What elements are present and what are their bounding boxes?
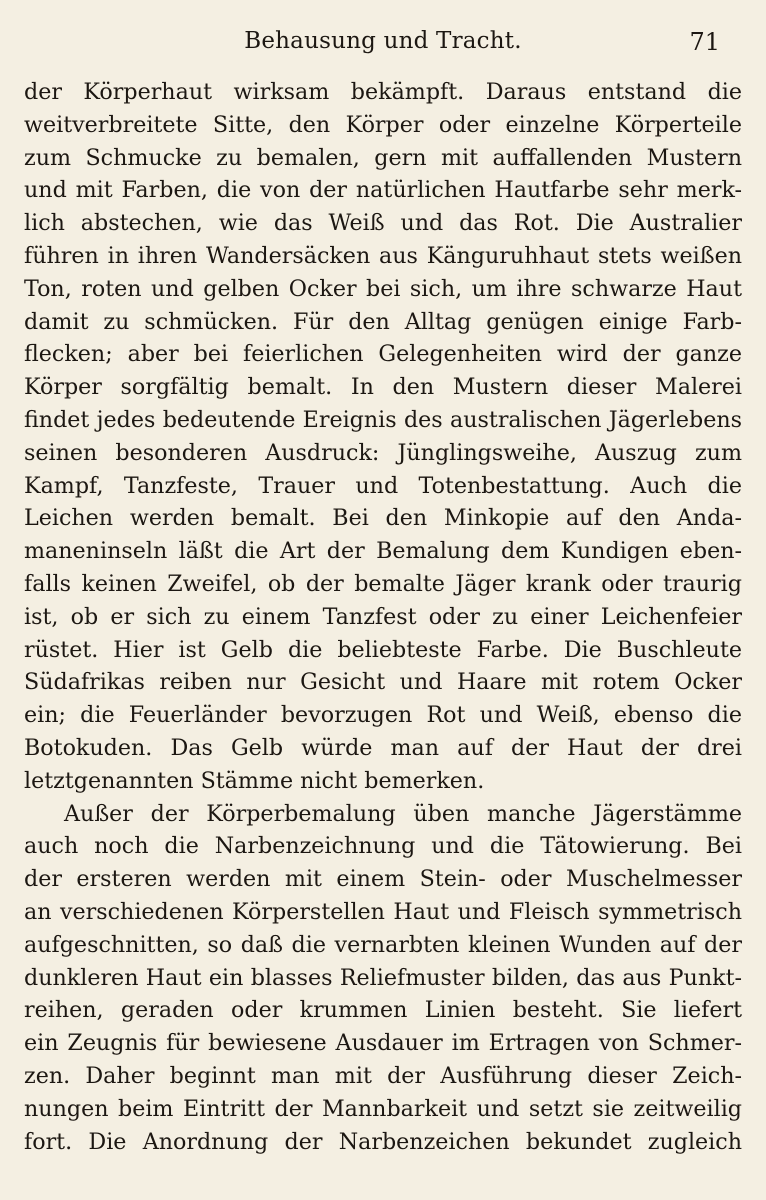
text-line: Leichen werden bemalt. Bei den Minkopie auf den Anda- <box>24 505 742 532</box>
text-line: auch noch die Narbenzeichnung und die Tätowierung. Bei <box>24 833 742 860</box>
text-line: fort. Die Anordnung der Narbenzeichen bekundet zugleich <box>24 1128 742 1155</box>
text-line: lich abstechen, wie das Weiß und das Rot. Die Australier <box>24 210 742 237</box>
text-line: weitverbreitete Sitte, den Körper oder einzelne Körperteile <box>24 111 742 138</box>
paragraph-end-line: letztgenannten Stämme nicht bemerken. <box>24 767 485 794</box>
text-line: flecken; aber bei feierlichen Gelegenheiten wird der ganze <box>24 341 742 368</box>
text-line: zum Schmucke zu bemalen, gern mit auffallenden Mustern <box>24 144 742 171</box>
text-line: falls keinen Zweifel, ob der bemalte Jäger krank oder traurig <box>24 570 742 597</box>
text-line: aufgeschnitten, so daß die vernarbten kleinen Wunden auf der <box>24 931 742 958</box>
text-line: dunkleren Haut ein blasses Reliefmuster bilden, das aus Punkt- <box>24 964 742 991</box>
text-line: ein; die Feuerländer bevorzugen Rot und Weiß, ebenso die <box>24 702 742 729</box>
text-line: Kampf, Tanzfeste, Trauer und Totenbestattung. Auch die <box>24 472 742 499</box>
text-line: an verschiedenen Körperstellen Haut und Fleisch symmetrisch <box>24 898 742 925</box>
text-line: damit zu schmücken. Für den Alltag genügen einige Farb- <box>24 308 742 335</box>
text-line: findet jedes bedeutende Ereignis des australischen Jägerlebens <box>24 406 742 433</box>
text-line: Botokuden. Das Gelb würde man auf der Haut der drei <box>24 734 742 761</box>
page-header <box>24 24 742 68</box>
text-line: reihen, geraden oder krummen Linien besteht. Sie liefert <box>24 997 742 1024</box>
text-line: führen in ihren Wandersäcken aus Känguruhhaut stets weißen <box>24 242 742 269</box>
text-line: rüstet. Hier ist Gelb die beliebteste Farbe. Die Buschleute <box>24 636 742 663</box>
text-line: seinen besonderen Ausdruck: Jünglingsweihe, Auszug zum <box>24 439 742 466</box>
text-line: der Körperhaut wirksam bekämpft. Daraus entstand die <box>24 79 742 105</box>
paragraph-start-line: Außer der Körperbemalung üben manche Jägerstämme <box>64 800 742 827</box>
text-line: Körper sorgfältig bemalt. In den Mustern dieser Malerei <box>24 374 742 401</box>
text-line: Ton, roten und gelben Ocker bei sich, um ihre schwarze Haut <box>24 275 742 302</box>
text-line: und mit Farben, die von der natürlichen Hautfarbe sehr merk- <box>24 177 742 204</box>
text-line: maneninseln läßt die Art der Bemalung dem Kundigen eben- <box>24 538 742 565</box>
body-text <box>24 76 742 1158</box>
page-number: 71 <box>689 28 720 56</box>
text-line: nungen beim Eintritt der Mannbarkeit und setzt sie zeitweilig <box>24 1095 742 1122</box>
running-title: Behausung und Tracht. <box>244 28 522 54</box>
text-line: Südafrikas reiben nur Gesicht und Haare mit rotem Ocker <box>24 669 742 696</box>
text-line: zen. Daher beginnt man mit der Ausführung dieser Zeich- <box>24 1062 742 1089</box>
text-line: ist, ob er sich zu einem Tanzfest oder zu einer Leichenfeier <box>24 603 742 630</box>
text-line: der ersteren werden mit einem Stein- oder Muschelmesser <box>24 866 742 893</box>
text-line: ein Zeugnis für bewiesene Ausdauer im Ertragen von Schmer- <box>24 1030 742 1057</box>
